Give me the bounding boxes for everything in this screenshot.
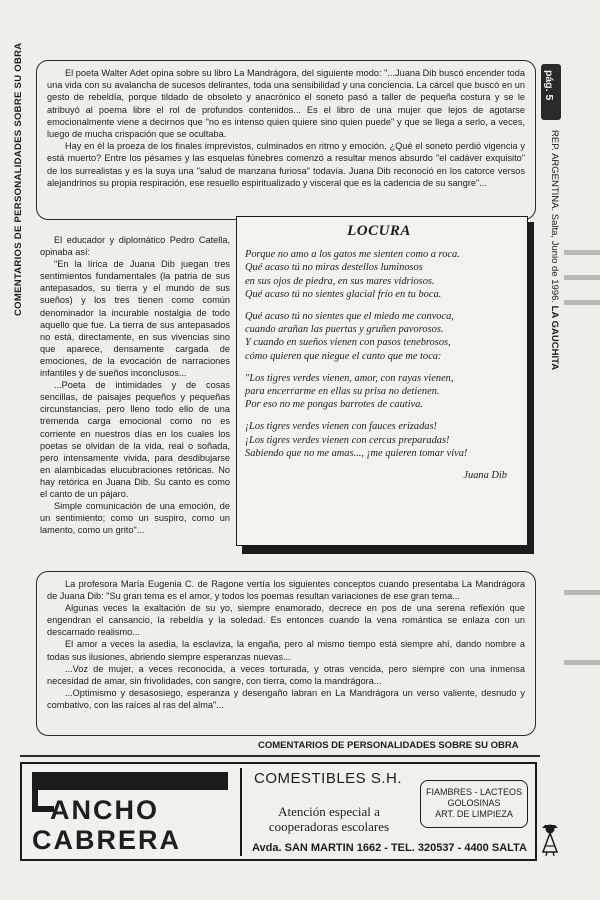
catella-paragraph: "En la lírica de Juana Dib juegan tres sentimientos fundamentales (la patria de sus antepasados, su tierra y el mundo de sus sueños) y los tres tienen como común denominador la incurable nostalgia de todo aquello que fue. La tierra de sus antepasados no está, directamente, en sus vivencias sino que aparece, densamente cargada de emociones, de la evocación de narraciones infantiles y de sueños inconclusos... <box>40 259 230 379</box>
left-margin-title: COMENTARIOS DE PERSONALIDADES SOBRE SU OBRA <box>13 42 24 316</box>
ragone-paragraph: La profesora María Eugenia C. de Ragone vertía los siguientes conceptos cuando presentaba La Mandrágora de Juana Dib: "Su gran tema es el amor, y todos los poemas resultan variaciones de ese gran tema... <box>47 579 525 602</box>
ad-divider <box>240 768 242 856</box>
ragone-paragraph: ...Optimismo y desasosiego, esperanza y desengaño labran en La Mandrágora un verso valiente, desnudo y combativo, con las raíces al ras del alma"... <box>47 687 525 710</box>
adet-comment-box <box>36 60 536 220</box>
gauchita-mascot-icon <box>538 822 562 856</box>
poem-verse: Y cuando en sueños vienen con pasos tenebrosos, <box>245 337 451 349</box>
poem-verse: ¡Los tigres verdes vienen con cercas preparadas! <box>245 434 450 446</box>
pancho-cabrera-ad <box>20 762 537 861</box>
catella-paragraph: Simple comunicación de una emoción, de un sentimiento; como un suspiro, como un lamento, como un grito"... <box>40 501 230 536</box>
poem-box <box>236 216 528 546</box>
footer-rule <box>20 755 540 757</box>
poem-verse: Qué acaso tú no sientes que el miedo me convoca, <box>245 311 454 323</box>
logo-line-1-text: ANCHO <box>50 795 160 825</box>
ad-address: Avda. SAN MARTIN 1662 - TEL. 320537 - 4400 SALTA <box>252 842 527 854</box>
catella-intro: El educador y diplomático Pedro Catella, opinaba así: <box>40 235 230 258</box>
catella-comment-column <box>40 234 230 559</box>
logo-p-bar <box>32 772 228 790</box>
adet-paragraph: El poeta Walter Adet opina sobre su libro La Mandrágora, del siguiente modo: "...Juana Dib buscó encender toda una vida con su avalancha de sucesos delirantes, toda una sensibilidad y una conciencia. La cárcel que buscó en un gesto de rebeldía, porque tildado de obsoleto y anacrónico el soneto pasó a taller de pequeña costura y se le atribuyó al poema libre el rol de profundos contenidos... Es el libro de una mujer que lejos de agotarse emocionalmente viene a decirnos que "no es intenso quien quiere sino quien puede" y que se llega a serlo, a veces, luego de mucha crispación que se ocultaba. <box>47 68 525 140</box>
newspaper-name: LA GAUCHITA <box>549 305 560 371</box>
poem-title: LOCURA <box>347 223 411 239</box>
right-running-header <box>544 130 560 370</box>
poem-verse: en sus ojos de piedra, en sus mares vidriosos. <box>245 275 435 287</box>
poem-stanza <box>245 372 513 412</box>
bleed-mark <box>564 250 600 255</box>
bleed-mark <box>564 300 600 305</box>
bleed-mark <box>564 275 600 280</box>
ad-products-badge <box>420 780 528 828</box>
ragone-paragraph: El amor a veces la asedia, la esclaviza, la engaña, pero al mismo tiempo está siempre ahí, dando nombre a todas sus ilusiones, abriendo siempre esperanzas nuevas... <box>47 639 525 662</box>
bleed-mark <box>564 660 600 665</box>
poem-verse: cuando arañan las puertas y gruñen pavorosos. <box>245 324 444 336</box>
pancho-cabrera-logo <box>30 770 230 858</box>
poem-verse: para encerrarme en ellas su prisa no detienen. <box>245 386 440 398</box>
poem-verse: cómo quieren que niegue el canto que me toca: <box>245 350 442 362</box>
footer-caption: COMENTARIOS DE PERSONALIDADES SOBRE SU OBRA <box>258 740 519 751</box>
adet-paragraph: Hay en él la proeza de los finales imprevistos, culminados en ritmo y emoción. ¿Qué el soneto perdió vigencia y está muerto? Entre los pésames y las esquelas fúnebres comenzó a resultar menos absurdo "el cadáver exquisito" de los surrealistas y es la suya una "salud de manzana furiosa" todavía. Juana Dib reconoció en los catorce versos alejandrinos su propia respiración, ese resuello espiritualizado y visceral que es la cadencia de su sangre"... <box>47 141 525 188</box>
poem-verse: Sabiendo que no me amas..., ¡me quieren tomar viva! <box>245 447 468 459</box>
page-number: pág. 5 <box>543 70 555 101</box>
poem-author: Juana Dib <box>463 470 507 482</box>
poem-stanza <box>245 310 513 363</box>
poem-stanza <box>245 420 513 460</box>
poem-stanza <box>245 248 513 301</box>
poem-verse: Por eso no me pongas barrotes de cautiva. <box>245 399 423 411</box>
logo-line-1 <box>32 796 159 824</box>
poem-verse: "Los tigres verdes vienen, amor, con rayas vienen, <box>245 372 454 384</box>
page-number-tab <box>541 64 561 120</box>
bleed-mark <box>564 590 600 595</box>
ragone-comment-box <box>36 571 536 736</box>
logo-line-2: CABRERA <box>32 825 181 855</box>
poem-verse: Qué acaso tú no miras destellos luminosos <box>245 262 423 274</box>
ad-company-name: COMESTIBLES S.H. <box>254 770 403 787</box>
ragone-paragraph: Algunas veces la exaltación de su yo, siempre enamorado, decrece en pos de una serena reflexión que engendran el cansancio, la rebeldía y la soledad. Es entonces cuando la vena romántica se enlaza con un descarnado realismo... <box>47 603 525 638</box>
header-place-date: REP. ARGENTINA. Salta, Junio de 1996. <box>549 130 560 306</box>
ad-product: ART. DE LIMPIEZA <box>435 809 513 819</box>
catella-paragraph: ...Poeta de intimidades y de cosas sencillas, de paisajes pequeños y pequeñas circunstancias, pero lleno todo ello de una tremenda carga emocional como no es corriente en nuestros días en los cuales los poetas se olvidan de la vida, real o soñada, pero intensamente vivida, para desdibujarse en alambicadas elucubraciones retóricas. No hay retórica en Juana Dib. Su canto es como el canto de un pájaro. <box>40 380 230 499</box>
poem-verse: Qué acaso tú no sientes glacial frío en tu boca. <box>245 288 442 300</box>
ragone-paragraph: ...Voz de mujer, a veces reconocida, a veces torturada, y otras vencida, pero siempre con una inmensa necesidad de amar, sin frivolidades, con sangre, con tierra, como la mandrágora... <box>47 663 525 686</box>
poem-verse: ¡Los tigres verdes vienen con fauces erizadas! <box>245 421 437 433</box>
ad-product: FIAMBRES - LACTEOS <box>425 787 523 797</box>
ad-product: GOLOSINAS <box>447 798 501 808</box>
ad-attention-text: Atención especial a cooperadoras escolares <box>268 804 390 834</box>
poem-verse: Porque no amo a los gatos me sienten como a roca. <box>245 249 460 261</box>
